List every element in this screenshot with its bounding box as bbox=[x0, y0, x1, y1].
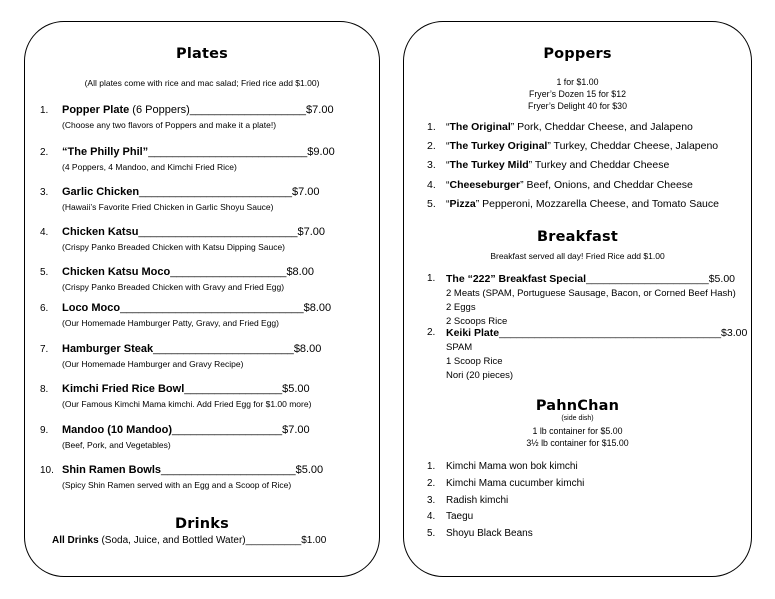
plate-row bbox=[62, 383, 310, 395]
plate-row bbox=[62, 226, 325, 238]
pahnchan-item: Kimchi Mama won bok kimchi bbox=[446, 461, 578, 472]
plate-price: $8.00 bbox=[293, 343, 322, 355]
plate-price: $7.00 bbox=[282, 424, 310, 436]
breakfast-name: The “222” Breakfast Special bbox=[446, 273, 587, 285]
plate-description: (Our Homemade Hamburger and Gravy Recipe) bbox=[62, 359, 244, 369]
plate-description: (Choose any two flavors of Poppers and make it a plate!) bbox=[62, 120, 277, 130]
breakfast-detail: 2 Scoops Rice bbox=[446, 316, 508, 327]
plate-row bbox=[62, 343, 321, 355]
breakfast-title: Breakfast bbox=[537, 229, 618, 245]
popper-name: The Turkey Mild bbox=[449, 159, 529, 172]
pahnchan-title: PahnChan bbox=[535, 398, 620, 414]
plate-extra: (6 Poppers) bbox=[129, 104, 190, 116]
breakfast-price: $5.00 bbox=[708, 273, 735, 285]
pahnchan-subtitle: (side dish) bbox=[561, 415, 594, 422]
breakfast-detail: SPAM bbox=[446, 342, 473, 353]
plate-dashes: ______________________ bbox=[161, 464, 296, 476]
plates-note: (All plates come with rice and mac salad; Fried rice add $1.00) bbox=[84, 78, 320, 88]
plate-name: Hamburger Steak bbox=[62, 343, 154, 355]
plate-number: 7. bbox=[40, 344, 49, 355]
plate-price: $8.00 bbox=[286, 266, 314, 278]
popper-name: Cheeseburger bbox=[449, 178, 521, 191]
drinks-label: All Drinks bbox=[52, 535, 99, 546]
breakfast-dashes: ______________________________________ bbox=[499, 327, 722, 339]
plate-price: $7.00 bbox=[297, 226, 326, 238]
popper-number: 3. bbox=[427, 159, 436, 172]
pahnchan-price-line: 1 lb container for $5.00 bbox=[532, 426, 623, 436]
pahnchan-item: Shoyu Black Beans bbox=[446, 528, 533, 540]
plate-number: 5. bbox=[40, 267, 49, 278]
plate-row bbox=[62, 146, 335, 158]
plate-name: Mandoo (10 Mandoo) bbox=[62, 424, 172, 436]
plate-number: 3. bbox=[40, 187, 49, 198]
plate-row bbox=[62, 302, 331, 314]
plate-description: (Spicy Shin Ramen served with an Egg and a Scoop of Rice) bbox=[62, 480, 292, 490]
plate-description: (Our Homemade Hamburger Patty, Gravy, and Fried Egg) bbox=[62, 318, 279, 328]
popper-row: “The Turkey Mild” Turkey and Cheddar Cheese bbox=[446, 159, 670, 172]
popper-row: “Pizza” Pepperoni, Mozzarella Cheese, and Tomato Sauce bbox=[446, 197, 719, 210]
plate-dashes: _________________________ bbox=[139, 186, 292, 198]
plate-dashes: __________________ bbox=[172, 424, 283, 436]
popper-name: The Turkey Original bbox=[449, 140, 548, 153]
poppers-price-line: Fryer’s Dozen 15 for $12 bbox=[529, 89, 626, 99]
plate-row bbox=[62, 424, 310, 436]
plate-number: 9. bbox=[40, 425, 49, 436]
breakfast-dashes: _____________________ bbox=[586, 273, 709, 285]
plate-number: 4. bbox=[40, 227, 49, 238]
breakfast-note: Breakfast served all day! Fried Rice add $1.00 bbox=[490, 251, 665, 261]
plate-description: (Crispy Panko Breaded Chicken with Gravy and Fried Egg) bbox=[62, 282, 285, 292]
popper-number: 5. bbox=[427, 197, 436, 210]
breakfast-row bbox=[446, 327, 747, 339]
breakfast-number: 2. bbox=[427, 327, 436, 338]
popper-description: Beef, Onions, and Cheddar Cheese bbox=[523, 178, 693, 191]
breakfast-detail: 1 Scoop Rice bbox=[446, 356, 503, 367]
breakfast-row bbox=[446, 273, 735, 285]
breakfast-detail: 2 Eggs bbox=[446, 302, 476, 313]
breakfast-price: $3.00 bbox=[721, 327, 748, 339]
poppers-title: Poppers bbox=[543, 46, 612, 62]
popper-name: Pizza bbox=[449, 197, 476, 210]
plate-dashes: ___________________ bbox=[189, 104, 307, 116]
plate-name: Popper Plate bbox=[62, 104, 130, 116]
plate-number: 6. bbox=[40, 303, 49, 314]
breakfast-number: 1. bbox=[427, 273, 436, 284]
plate-row bbox=[62, 104, 334, 116]
plate-number: 8. bbox=[40, 384, 49, 395]
plate-description: (4 Poppers, 4 Mandoo, and Kimchi Fried Rice) bbox=[62, 162, 237, 172]
plate-number: 10. bbox=[40, 465, 54, 476]
plate-description: (Hawaii’s Favorite Fried Chicken in Garlic Shoyu Sauce) bbox=[62, 202, 274, 212]
plate-number: 2. bbox=[40, 147, 49, 158]
pahnchan-pricing bbox=[403, 425, 752, 449]
pahnchan-number: 5. bbox=[427, 528, 436, 540]
plate-dashes: __________________________ bbox=[138, 226, 298, 238]
plate-dashes: ______________________________ bbox=[120, 302, 304, 314]
popper-number: 1. bbox=[427, 121, 436, 133]
pahnchan-number: 3. bbox=[427, 494, 436, 506]
pahnchan-item: Taegu bbox=[446, 511, 474, 523]
popper-description: Pepperoni, Mozzarella Cheese, and Tomato Sauce bbox=[479, 197, 719, 210]
popper-name: The Original bbox=[449, 121, 511, 133]
popper-description: Pork, Cheddar Cheese, and Jalapeno bbox=[514, 121, 693, 133]
drinks-extra: (Soda, Juice, and Bottled Water) bbox=[98, 535, 246, 546]
plate-price: $9.00 bbox=[307, 146, 335, 158]
plate-description: (Crispy Panko Breaded Chicken with Katsu Dipping Sauce) bbox=[62, 242, 286, 252]
pahnchan-item: Kimchi Mama cucumber kimchi bbox=[446, 477, 585, 489]
plate-dashes: _______________________ bbox=[153, 343, 294, 355]
plate-dashes: ___________________ bbox=[170, 266, 287, 278]
plate-dashes: ________________ bbox=[184, 383, 283, 395]
plate-row bbox=[62, 186, 320, 198]
drinks-title: Drinks bbox=[175, 516, 229, 532]
popper-row: “The Turkey Original” Turkey, Cheddar Cheese, Jalapeno bbox=[446, 140, 719, 153]
poppers-price-line: Fryer’s Delight 40 for $30 bbox=[528, 101, 627, 111]
pahnchan-number: 1. bbox=[427, 461, 436, 472]
popper-number: 2. bbox=[427, 140, 436, 153]
plate-name: Shin Ramen Bowls bbox=[62, 464, 162, 476]
plate-price: $5.00 bbox=[295, 464, 324, 476]
plate-name: Loco Moco bbox=[62, 302, 121, 314]
plate-row bbox=[62, 464, 323, 476]
plate-name: Kimchi Fried Rice Bowl bbox=[62, 383, 185, 395]
plate-name: “The Philly Phil” bbox=[62, 146, 149, 158]
pahnchan-number: 2. bbox=[427, 477, 436, 489]
breakfast-detail: 2 Meats (SPAM, Portuguese Sausage, Bacon, or Corned Beef Hash) bbox=[446, 288, 736, 299]
plate-price: $7.00 bbox=[306, 104, 334, 116]
plate-name: Garlic Chicken bbox=[62, 186, 140, 198]
popper-description: Turkey and Cheddar Cheese bbox=[532, 159, 670, 172]
popper-description: Turkey, Cheddar Cheese, Jalapeno bbox=[550, 140, 719, 153]
plate-description: (Beef, Pork, and Vegetables) bbox=[62, 440, 171, 450]
popper-row: “The Original” Pork, Cheddar Cheese, and Jalapeno bbox=[446, 121, 693, 133]
plate-dashes: __________________________ bbox=[148, 146, 308, 158]
breakfast-name: Keiki Plate bbox=[446, 327, 500, 339]
plate-name: Chicken Katsu Moco bbox=[62, 266, 171, 278]
plate-description: (Our Famous Kimchi Mama kimchi. Add Fried Egg for $1.00 more) bbox=[62, 399, 312, 409]
drinks-row bbox=[52, 535, 326, 546]
popper-number: 4. bbox=[427, 178, 436, 191]
pahnchan-item: Radish kimchi bbox=[446, 494, 509, 506]
pahnchan-number: 4. bbox=[427, 511, 436, 523]
drinks-price: $1.00 bbox=[301, 535, 327, 546]
breakfast-detail: Nori (20 pieces) bbox=[446, 370, 514, 381]
drinks-dashes: __________ bbox=[245, 535, 302, 546]
pahnchan-price-line: 3½ lb container for $15.00 bbox=[526, 438, 629, 448]
poppers-price-line: 1 for $1.00 bbox=[556, 77, 599, 87]
plates-title: Plates bbox=[176, 46, 228, 62]
popper-row: “Cheeseburger” Beef, Onions, and Cheddar Cheese bbox=[446, 178, 693, 191]
plate-price: $7.00 bbox=[292, 186, 320, 198]
plate-number: 1. bbox=[40, 105, 49, 116]
plate-price: $5.00 bbox=[282, 383, 310, 395]
poppers-pricing bbox=[403, 76, 752, 112]
plate-price: $8.00 bbox=[303, 302, 332, 314]
plate-name: Chicken Katsu bbox=[62, 226, 139, 238]
plate-row bbox=[62, 266, 314, 278]
